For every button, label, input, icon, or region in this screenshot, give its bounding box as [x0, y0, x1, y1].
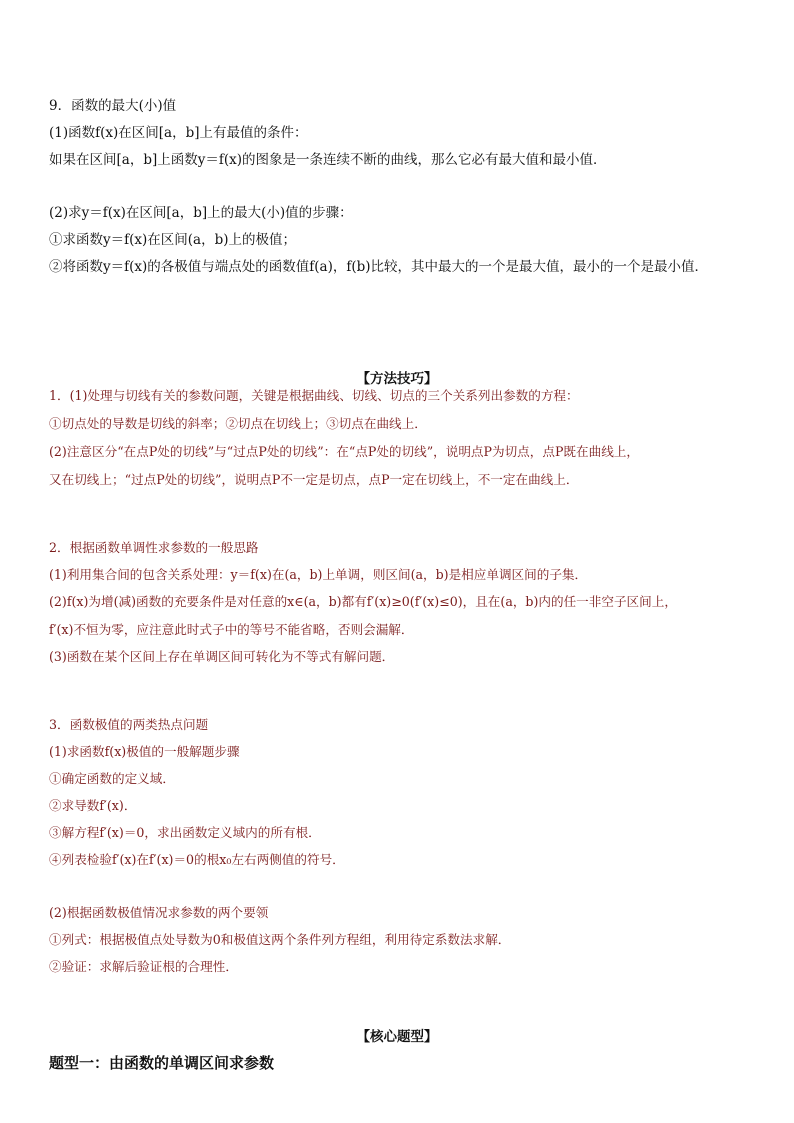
method-3-line-4: ②求导数f′(x)． — [49, 798, 137, 813]
method-2-line-2: (1)利用集合间的包含关系处理：y＝f(x)在(a，b)上单调，则区间(a，b)是相应单调区间的子集． — [49, 567, 588, 582]
method-3-line-9: ②验证：求解后验证根的合理性． — [49, 959, 238, 974]
step-1: ①求函数y＝f(x)在区间(a，b)上的极值； — [49, 232, 296, 248]
method-3-line-6: ④列表检验f′(x)在f′(x)＝0的根x₀左右两侧值的符号． — [49, 852, 345, 867]
method-1-line-3: (2)注意区分“在点P处的切线”与“过点P处的切线”：在“点P处的切线”，说明点P为切点，点P既在曲线上， — [49, 444, 639, 459]
question-type-1-title: 题型一：由函数的单调区间求参数 — [49, 1054, 275, 1072]
method-3-line-5: ③解方程f′(x)＝0，求出函数定义域内的所有根． — [49, 825, 321, 840]
method-3-line-3: ①确定函数的定义域． — [49, 771, 175, 786]
method-3-line-7: (2)根据函数极值情况求参数的两个要领 — [49, 905, 269, 920]
method-3-line-1: 3．函数极值的两类热点问题 — [49, 717, 209, 732]
step-2: ②将函数y＝f(x)的各极值与端点处的函数值f(a)，f(b)比较，其中最大的一个是最大值，最小的一个是最小值． — [49, 259, 709, 275]
condition-text: 如果在区间[a，b]上函数y＝f(x)的图象是一条连续不断的曲线，那么它必有最大值和最小值． — [49, 152, 607, 168]
method-2-line-4: f′(x)不恒为零，应注意此时式子中的等号不能省略，否则会漏解． — [49, 622, 414, 637]
method-2-line-3: (2)f(x)为增(减)函数的充要条件是对任意的x∈(a，b)都有f′(x)≥0(f′(x)≤0)，且在(a，b)内的任一非空子区间上， — [49, 594, 677, 609]
methods-heading: 【方法技巧】 — [356, 371, 438, 387]
method-1-line-1: 1．(1)处理与切线有关的参数问题，关键是根据曲线、切线、切点的三个关系列出参数的方程： — [49, 388, 579, 403]
method-3-line-8: ①列式：根据极值点处导数为0和极值这两个条件列方程组，利用待定系数法求解． — [49, 932, 511, 947]
method-3-line-2: (1)求函数f(x)极值的一般解题步骤 — [49, 744, 240, 759]
method-2-line-1: 2．根据函数单调性求参数的一般思路 — [49, 540, 259, 555]
method-1-line-2: ①切点处的导数是切线的斜率；②切点在切线上；③切点在曲线上． — [49, 416, 427, 431]
condition-heading: (1)函数f(x)在区间[a，b]上有最值的条件： — [49, 125, 308, 141]
steps-heading: (2)求y＝f(x)在区间[a，b]上的最大(小)值的步骤： — [49, 205, 353, 221]
core-heading: 【核心题型】 — [356, 1029, 438, 1045]
method-2-line-5: (3)函数在某个区间上存在单调区间可转化为不等式有解问题． — [49, 649, 395, 664]
section-9-title: 9．函数的最大(小)值 — [49, 98, 177, 114]
method-1-line-4: 又在切线上；“过点P处的切线”，说明点P不一定是切点，点P一定在切线上，不一定在曲线上． — [49, 472, 579, 487]
